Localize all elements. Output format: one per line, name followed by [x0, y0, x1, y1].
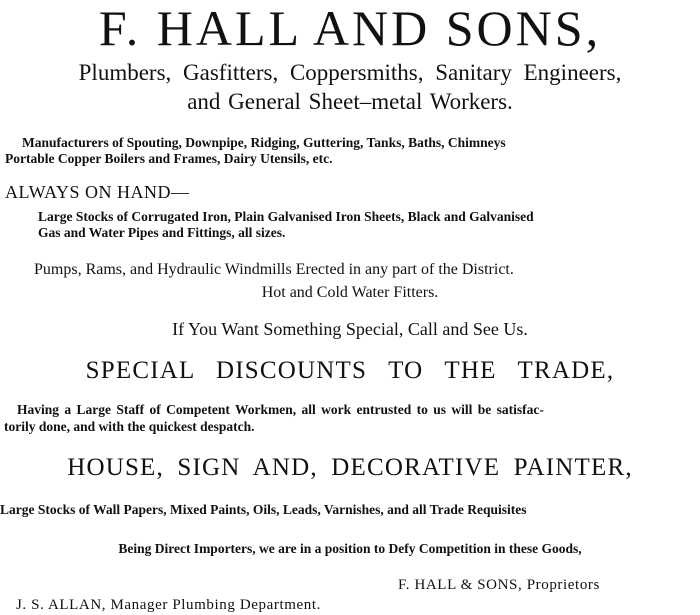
ad-title: F. HALL AND SONS, — [98, 0, 602, 56]
staff-line-2: torily done, and with the quickest despatch. — [4, 419, 255, 434]
special-discounts-heading: SPECIAL DISCOUNTS TO THE TRADE, — [85, 357, 615, 384]
staff-line-1: Having a Large Staff of Competent Workmen, all work entrusted to us will be satisfac- — [17, 402, 544, 417]
painter-heading: HOUSE, SIGN AND, DECORATIVE PAINTER, — [67, 454, 633, 481]
manufacturers-line-1: Manufacturers of Spouting, Downpipe, Ridging, Guttering, Tanks, Baths, Chimneys — [22, 135, 506, 150]
always-on-hand-heading: ALWAYS ON HAND— — [5, 182, 190, 202]
stocks-line-2: Gas and Water Pipes and Fittings, all sizes. — [38, 225, 286, 240]
manufacturers-line-2: Portable Copper Boilers and Frames, Dairy Utensils, etc. — [5, 151, 333, 166]
pumps-line-2: Hot and Cold Water Fitters. — [261, 284, 439, 301]
importers-line: Being Direct Importers, we are in a position to Defy Competition in these Goods, — [118, 541, 582, 556]
manager-line: J. S. ALLAN, Manager Plumbing Department. — [16, 597, 321, 613]
trade-list-line-1: Plumbers, Gasfitters, Coppersmiths, Sanitary Engineers, — [78, 60, 622, 85]
trade-list-line-2: and General Sheet–metal Workers. — [187, 89, 513, 114]
proprietors-line: F. HALL & SONS, Proprietors — [398, 577, 600, 593]
stocks-line-1: Large Stocks of Corrugated Iron, Plain Galvanised Iron Sheets, Black and Galvanised — [38, 209, 534, 224]
pumps-line-1: Pumps, Rams, and Hydraulic Windmills Erected in any part of the District. — [34, 261, 514, 278]
wall-papers-line: Large Stocks of Wall Papers, Mixed Paints, Oils, Leads, Varnishes, and all Trade Requisites — [0, 502, 527, 517]
call-and-see-us-line: If You Want Something Special, Call and See Us. — [172, 319, 528, 339]
